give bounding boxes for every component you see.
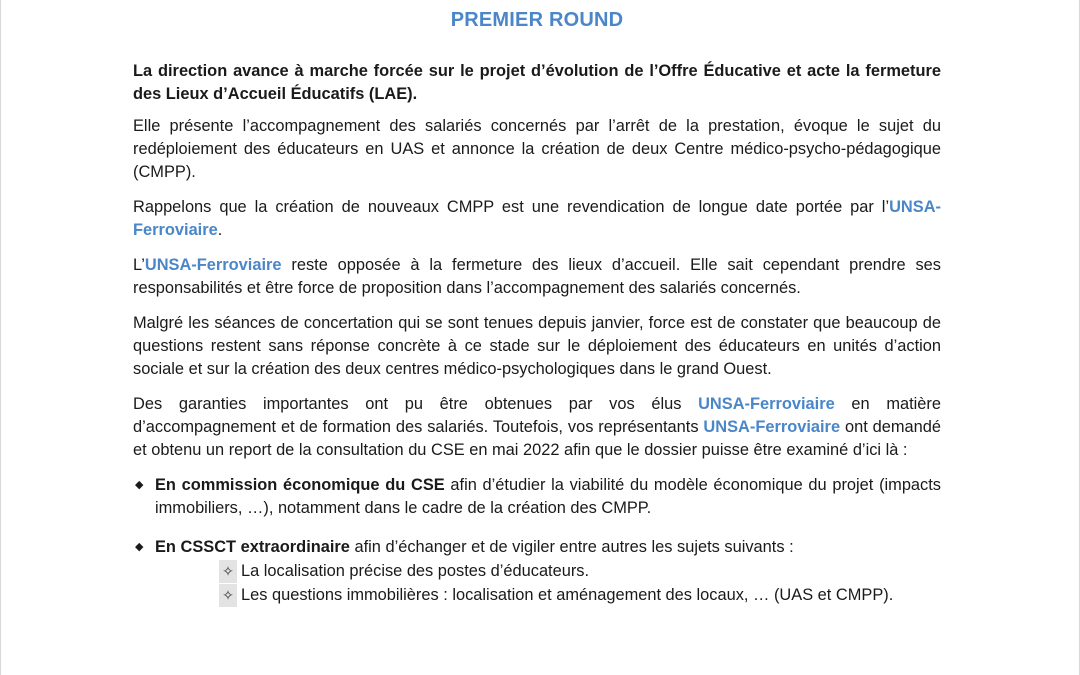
paragraph-3 [133,254,941,300]
org-name: UNSA-Ferroviaire [133,198,941,239]
star-bullet-icon: ✧ [219,560,237,583]
bullet-item [133,474,941,520]
paragraph-5 [133,393,941,462]
paragraph-5-text-c: ont demandé et obtenu un report de la consultation du CSE en mai 2022 afin que le dossier puisse être examiné d’ici là : [133,418,941,459]
org-name: UNSA-Ferroviaire [698,395,835,413]
sub-list [219,560,941,607]
sub-list-text: Les questions immobilières : localisation et aménagement des locaux, … (UAS et CMPP). [241,586,894,604]
bullet-body: afin d’échanger et de vigiler entre autres les sujets suivants : [349,538,794,556]
sub-list-item [219,584,941,607]
bullet-heading: En commission économique du CSE [155,476,445,494]
bullet-heading: En CSSCT extraordinaire [155,538,350,556]
sub-list-item [219,560,941,583]
bullet-text [155,474,941,520]
star-bullet-icon: ✧ [219,584,237,607]
bullet-body: afin d’étudier la viabilité du modèle économique du projet (impacts immobiliers, …), notamment dans le cadre de la création des CMPP. [155,476,941,517]
paragraph-4: Malgré les séances de concertation qui se sont tenues depuis janvier, force est de constater que beaucoup de questions restent sans réponse concrète à ce stade sur le déploiement des éducateurs en unités d’action sociale et sur la création des deux centres médico-psychologiques dans le grand Ouest. [133,314,941,378]
section-title: PREMIER ROUND [450,9,624,31]
paragraph-1: Elle présente l’accompagnement des salariés concernés par l’arrêt de la prestation, évoque le sujet du redéploiement des éducateurs en UAS et annonce la création de deux Centre médico-psycho-pédagogique (CMPP). [133,117,941,181]
lead-paragraph: La direction avance à marche forcée sur le projet d’évolution de l’Offre Éducative et acte la fermeture des Lieux d’Accueil Éducatifs (LAE). [133,62,941,103]
paragraph-5-text-b: en matière d’accompagnement et de formation des salariés. Toutefois, vos représentants [133,395,942,436]
bullet-text [155,536,941,559]
paragraph-3-start: L’ [133,256,145,274]
diamond-bullet-icon: ◆ [135,479,144,491]
diamond-bullet-icon: ◆ [135,541,144,553]
page-edge-left [0,0,1,675]
bullet-item [133,536,941,559]
paragraph-3-text: reste opposée à la fermeture des lieux d’accueil. Elle sait cependant prendre ses responsabilités et être force de proposition dans l’accompagnement des salariés concernés. [133,256,941,297]
paragraph-2-end: . [217,221,223,239]
paragraph-2 [133,196,941,242]
paragraph-2-text: Rappelons que la création de nouveaux CMPP est une revendication de longue date portée par l’ [133,198,890,216]
paragraph-5-text-a: Des garanties importantes ont pu être obtenues par vos élus [133,395,699,413]
sub-list-text: La localisation précise des postes d’éducateurs. [241,562,590,580]
org-name: UNSA-Ferroviaire [703,418,841,436]
document-body [133,6,941,607]
org-name: UNSA-Ferroviaire [144,256,282,274]
